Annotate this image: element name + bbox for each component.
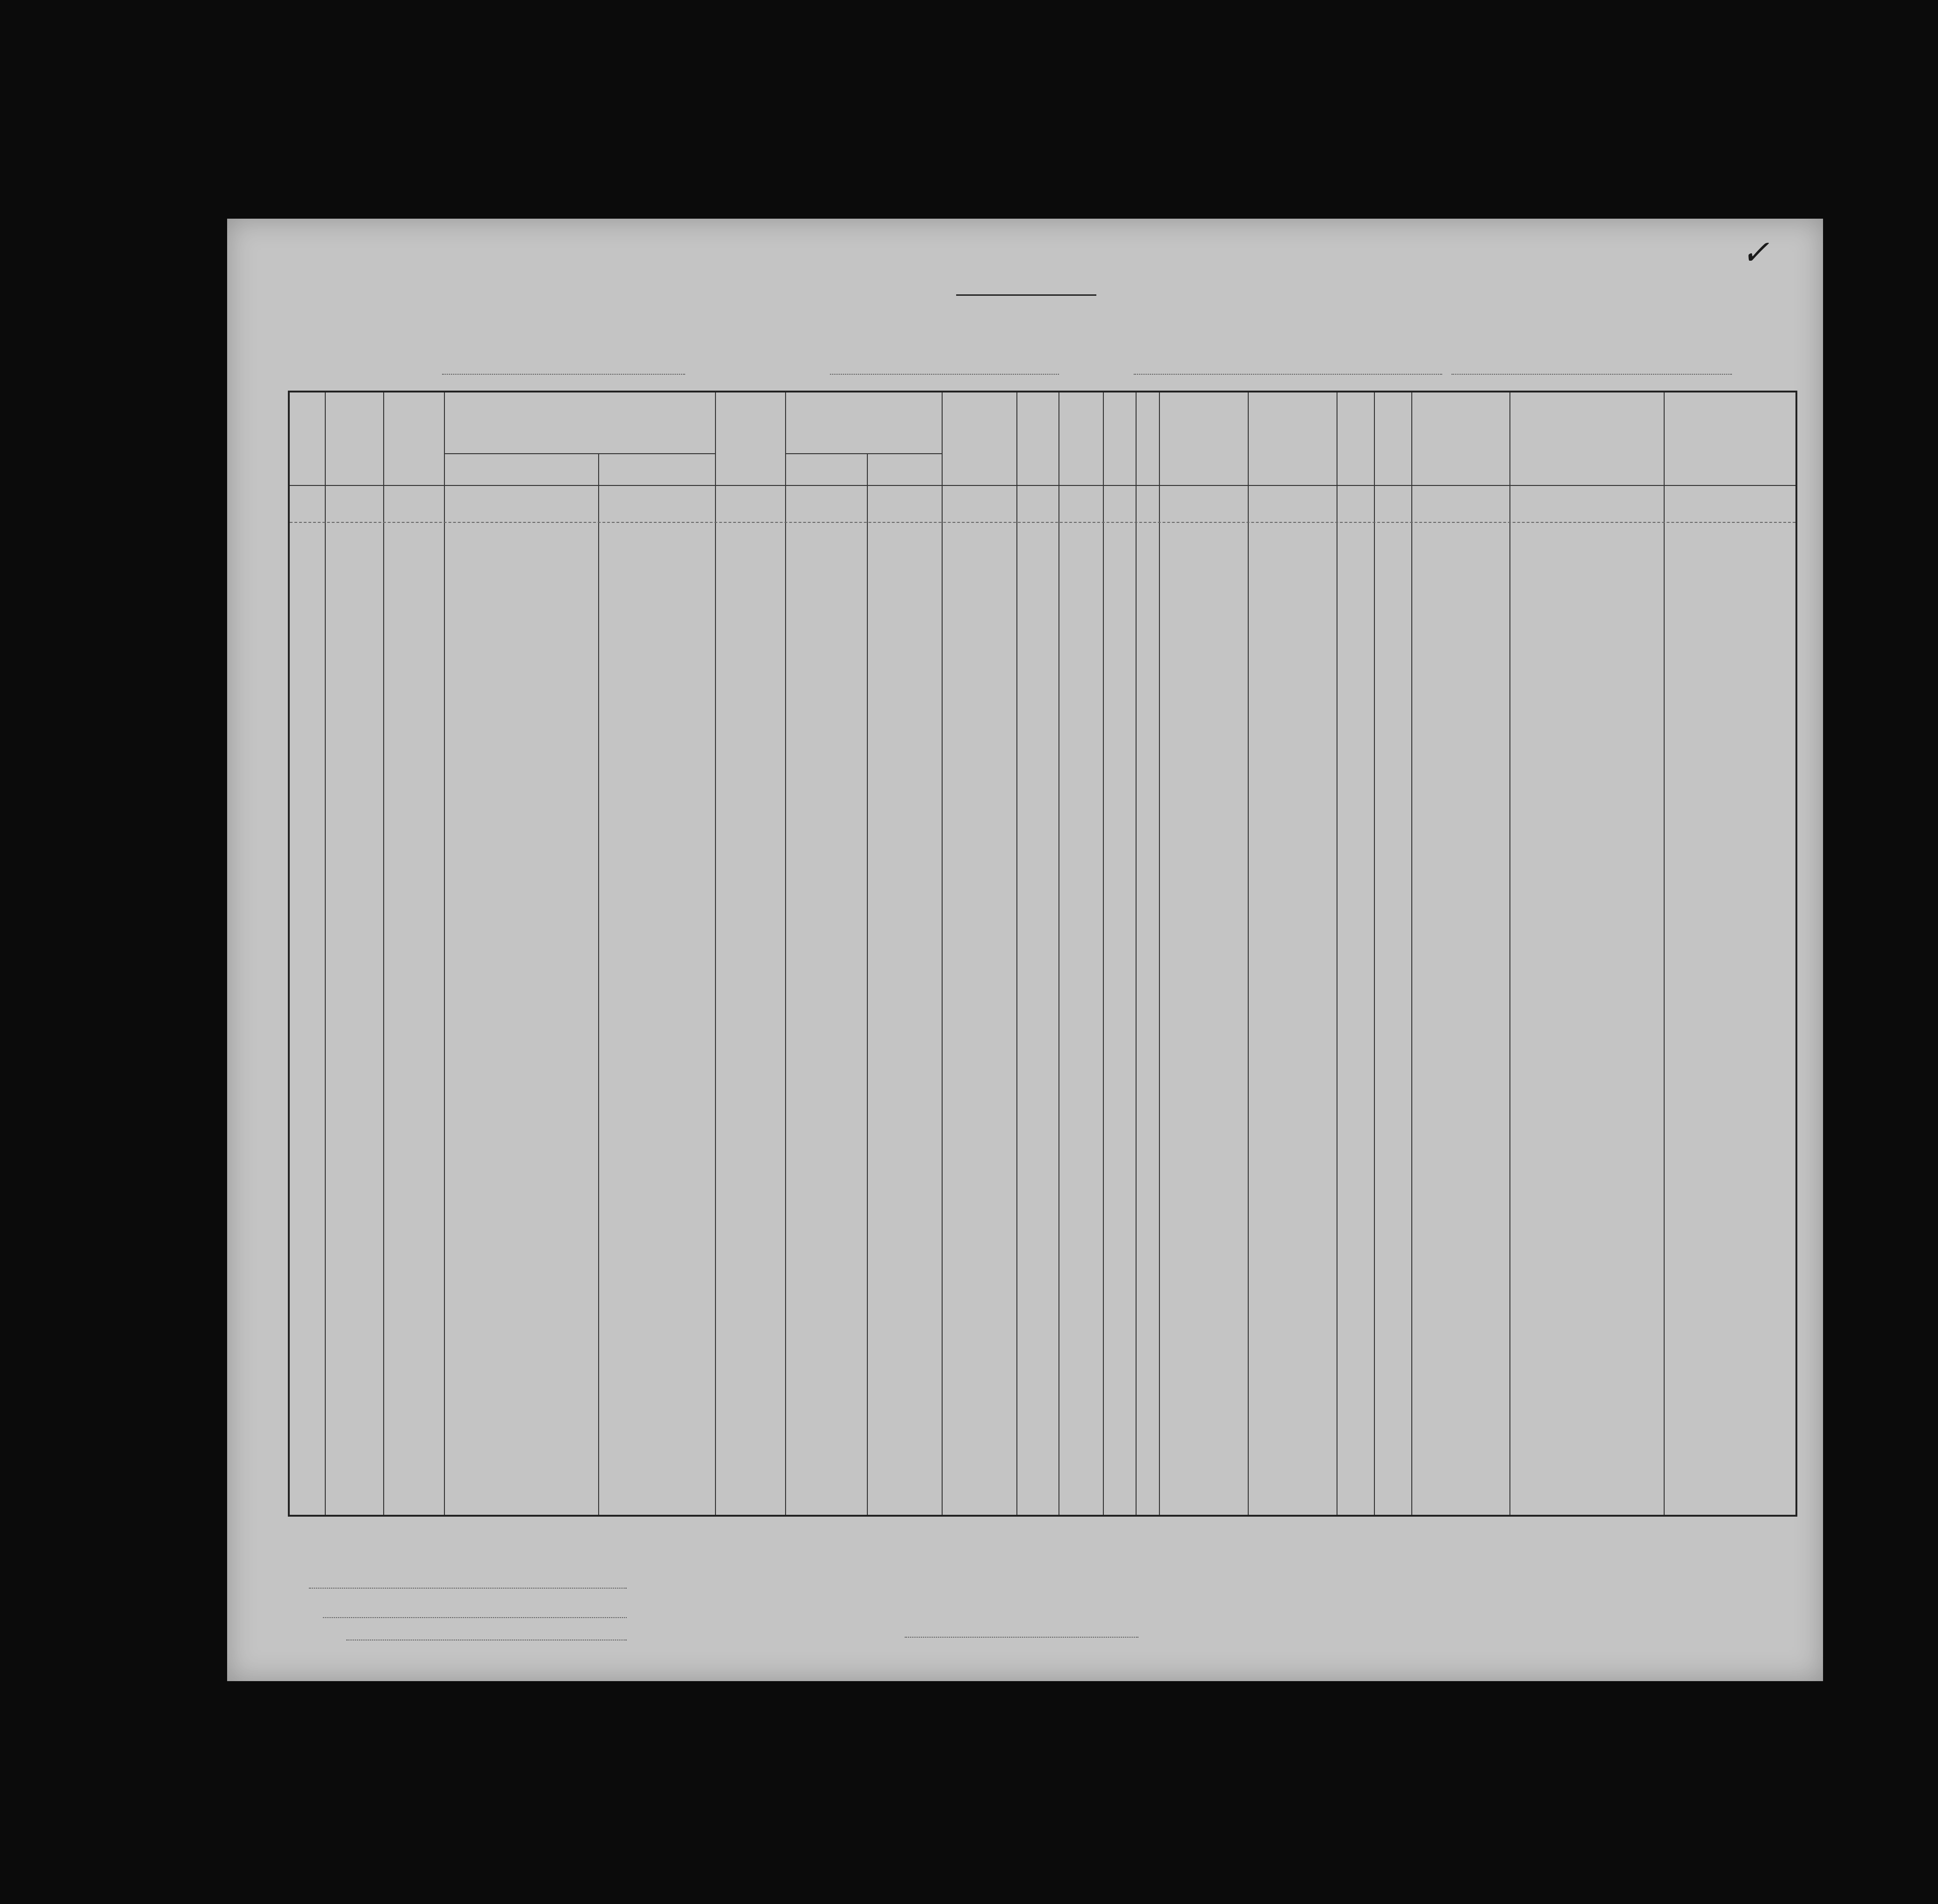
arrival-dashline [1134, 374, 1442, 375]
column-divider [942, 392, 943, 1515]
port-dashline [830, 374, 1059, 375]
check-icon: ✓ [1741, 233, 1770, 272]
owners-field [323, 1617, 627, 1618]
column-divider [1159, 392, 1160, 1515]
row-divider [290, 522, 1795, 523]
column-divider [1248, 392, 1249, 1515]
vessel-line [255, 357, 1797, 379]
header-divider [290, 485, 1795, 486]
manifest-sheet [227, 219, 1823, 1681]
subheader-divider [785, 453, 942, 454]
column-divider [325, 392, 326, 1515]
column-divider [1374, 392, 1375, 1515]
column-divider [383, 392, 384, 1515]
title-rule [956, 294, 1096, 296]
column-divider [1136, 392, 1137, 1515]
column-divider [444, 392, 445, 1515]
line-field [309, 1588, 627, 1589]
column-divider [1509, 392, 1510, 1515]
vessel-dashline [442, 374, 685, 375]
column-divider [785, 392, 786, 1515]
subcolumn-divider [598, 453, 599, 1515]
column-divider [1411, 392, 1412, 1515]
subheader-divider [444, 453, 715, 454]
subcolumn-divider [867, 453, 868, 1515]
column-divider [715, 392, 716, 1515]
date-dashline [1452, 374, 1732, 375]
crew-table [288, 391, 1797, 1517]
column-divider [1058, 392, 1059, 1515]
column-divider [1103, 392, 1104, 1515]
column-divider [1664, 392, 1665, 1515]
inspector-field [905, 1637, 1138, 1638]
column-divider [1016, 392, 1017, 1515]
